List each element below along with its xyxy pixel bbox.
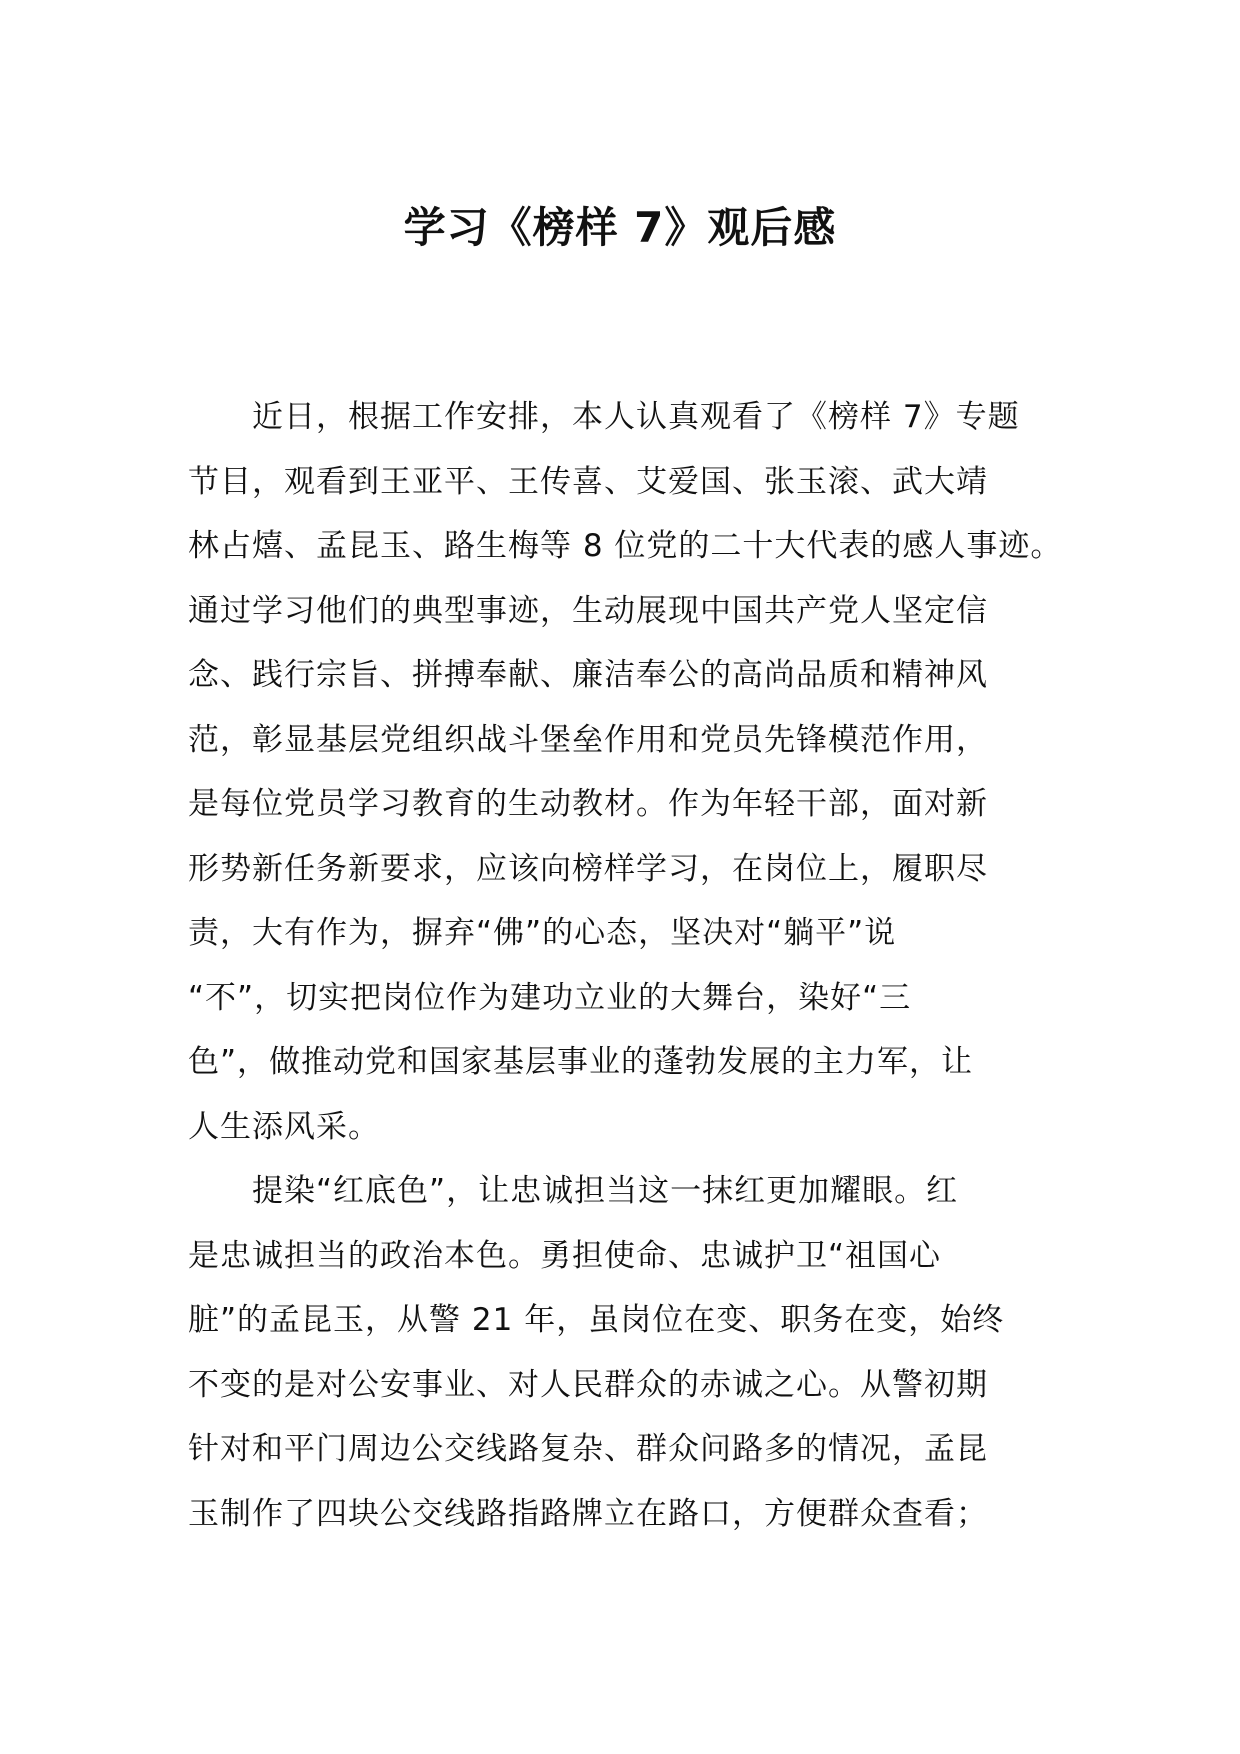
- document-body: [188, 385, 1063, 1546]
- body-line: 近日，根据工作安排，本人认真观看了《榜样 7》专题: [188, 399, 1020, 435]
- body-line: 范，彰显基层党组织战斗堡垒作用和党员先锋模范作用，: [188, 721, 988, 758]
- body-line: 不变的是对公安事业、对人民群众的赤诚之心。从警初期: [188, 1366, 988, 1403]
- body-line: 形势新任务新要求，应该向榜样学习，在岗位上，履职尽: [188, 850, 988, 887]
- body-line: 念、践行宗旨、拼搏奉献、廉洁奉公的高尚品质和精神风: [188, 657, 988, 693]
- body-line: 林占熺、孟昆玉、路生梅等 8 位党的二十大代表的感人事迹。: [188, 528, 1063, 564]
- body-line: 针对和平门周边公交线路复杂、群众问路多的情况，孟昆: [188, 1431, 988, 1467]
- body-line: 人生添风采。: [188, 1108, 380, 1145]
- document-title: 学习《榜样 7》观后感: [403, 203, 837, 252]
- body-line: 是每位党员学习教育的生动教材。作为年轻干部，面对新: [188, 786, 988, 822]
- body-line: 提染“红底色”，让忠诚担当这一抹红更加耀眼。红: [188, 1173, 959, 1209]
- body-line: 玉制作了四块公交线路指路牌立在路口，方便群众查看；: [188, 1495, 988, 1532]
- body-line: 责，大有作为，摒弃“佛”的心态，坚决对“躺平”说: [188, 915, 897, 951]
- body-line: 通过学习他们的典型事迹，生动展现中国共产党人坚定信: [188, 592, 988, 629]
- body-line: 色”，做推动党和国家基层事业的蓬勃发展的主力军，让: [188, 1044, 974, 1080]
- body-line: 节目，观看到王亚平、王传喜、艾爱国、张玉滚、武大靖: [188, 463, 988, 500]
- body-line: 脏”的孟昆玉，从警 21 年，虽岗位在变、职务在变，始终: [188, 1302, 1005, 1338]
- body-line: 是忠诚担当的政治本色。勇担使命、忠诚护卫“祖国心: [188, 1237, 942, 1274]
- body-line: “不”，切实把岗位作为建功立业的大舞台，染好“三: [188, 979, 912, 1016]
